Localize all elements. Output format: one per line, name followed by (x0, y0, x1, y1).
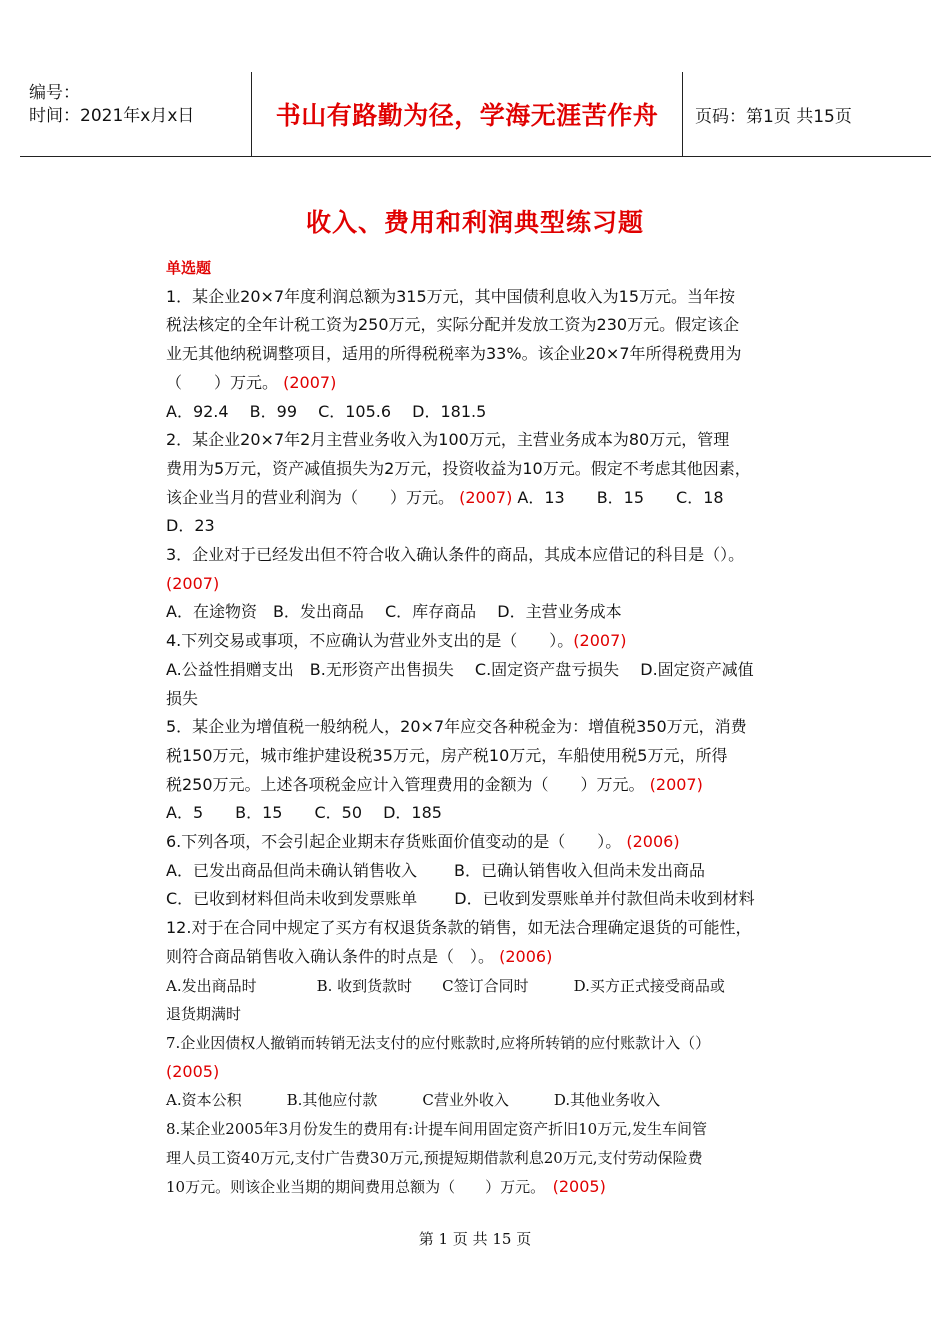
page-header (20, 72, 931, 157)
question-7-options: A.资本公积 B.其他应付款 C营业外收入 D.其他业务收入 (166, 1091, 661, 1110)
question-4-options: A.公益性捐赠支出 B.无形资产出售损失 C.固定资产盘亏损失 D.固定资产减值 (166, 659, 754, 679)
question-6-line-1 (166, 828, 796, 857)
question-12-line-2 (166, 943, 796, 972)
question-3-options: A．在途物资 B．发出商品 C．库存商品 D．主营业务成本 (166, 602, 622, 622)
question-8-line-2: 理人员工资40万元,支付广告费30万元,预提短期借款利息20万元,支付劳动保险费 (166, 1148, 703, 1167)
question-2-stem-end: 该企业当月的营业利润为（ ）万元。 (166, 487, 455, 507)
question-8-line-3 (166, 1173, 796, 1202)
question-5-line-1: 5．某企业为增值税一般纳税人，20×7年应交各种税金为：增值税350万元，消费 (166, 717, 747, 737)
question-2-line-2: 费用为5万元，资产减值损失为2万元，投资收益为10万元。假定不考虑其他因素， (166, 458, 751, 478)
header-page-info: 页码：第1页 共15页 (695, 106, 852, 127)
question-12-year: (2006) (499, 946, 553, 966)
question-4-stem: 4.下列交易或事项，不应确认为营业外支出的是（ ）。 (166, 631, 574, 651)
question-3-year: (2007) (166, 573, 220, 593)
question-1-line-4 (166, 369, 796, 398)
question-8-line-1: 8.某企业2005年3月份发生的费用有:计提车间用固定资产折旧10万元,发生车间管 (166, 1120, 707, 1139)
question-12-options: A.发出商品时 B. 收到货款时 C签订合同时 D.买方正式接受商品或 (166, 976, 725, 995)
question-5-line-3 (166, 771, 796, 800)
page-footer: 第 1 页 共 15 页 (418, 1230, 532, 1248)
document-title: 收入、费用和利润典型练习题 (305, 208, 644, 237)
question-7-line-1: 7.企业因债权人撤销而转销无法支付的应付账款时,应将所转销的应付账款计入（） (166, 1033, 711, 1052)
question-2-line-3 (166, 484, 796, 513)
question-2-line-4: D．23 (166, 516, 215, 536)
question-5-line-2: 税150万元，城市维护建设税35万元，房产税10万元，车船使用税5万元，所得 (166, 745, 728, 765)
question-5-stem-end: 税250万元。上述各项税金应计入管理费用的金额为（ ）万元。 (166, 774, 645, 794)
question-1-line-1: 1．某企业20×7年度利润总额为315万元，其中国债利息收入为15万元。当年按 (166, 286, 736, 306)
question-1-options: A．92.4 B．99 C．105.6 D．181.5 (166, 401, 487, 421)
question-5-options: A．5 B．15 C．50 D．185 (166, 803, 442, 823)
question-8-stem-end: 10万元。则该企业当期的期间费用总额为（ ）万元。 (166, 1177, 538, 1196)
question-4-line-1 (166, 627, 796, 656)
question-list (166, 254, 796, 1201)
document-number-label: 编号： (29, 83, 80, 103)
question-1-line-3: 业无其他纳税调整项目，适用的所得税税率为33%。该企业20×7年所得税费用为 (166, 344, 742, 364)
question-12-options-cont: 退货期满时 (166, 1005, 242, 1024)
question-2-year: (2007) (459, 487, 513, 507)
question-1-year: (2007) (283, 372, 337, 392)
question-6-stem: 6.下列各项，不会引起企业期末存货账面价值变动的是（ ）。 (166, 832, 622, 852)
question-2-line-1: 2．某企业20×7年2月主营业务收入为100万元，主营业务成本为80万元，管理 (166, 430, 730, 450)
document-time-label: 时间：2021年x月x日 (29, 106, 195, 126)
question-5-year: (2007) (649, 774, 703, 794)
header-meta (20, 72, 252, 156)
question-12-stem-end: 则符合商品销售收入确认条件的时点是（ ）。 (166, 946, 495, 966)
question-4-options-cont: 损失 (166, 688, 199, 708)
question-12-line-1: 12.对于在合同中规定了买方有权退货条款的销售，如无法合理确定退货的可能性， (166, 918, 752, 938)
question-1-line-2: 税法核定的全年计税工资为250万元，实际分配并发放工资为230万元。假定该企 (166, 315, 740, 335)
question-4-year: (2007) (573, 631, 627, 651)
question-7-year: (2005) (166, 1061, 220, 1081)
question-6-options-cd: C．已收到材料但尚未收到发票账单 D．已收到发票账单并付款但尚未收到材料 (166, 889, 755, 909)
question-6-year: (2006) (626, 832, 680, 852)
question-3-line-1: 3．企业对于已经发出但不符合收入确认条件的商品，其成本应借记的科目是（）。 (166, 545, 745, 565)
question-2-options: A．13 B．15 C．18 (512, 487, 724, 507)
section-heading: 单选题 (166, 259, 212, 277)
question-1-stem-end: （ ）万元。 (166, 372, 279, 392)
question-6-options-ab: A．已发出商品但尚未确认销售收入 B．已确认销售收入但尚未发出商品 (166, 860, 706, 880)
question-8-year: (2005) (552, 1176, 606, 1196)
header-motto: 书山有路勤为径，学海无涯苦作舟 (252, 72, 683, 156)
